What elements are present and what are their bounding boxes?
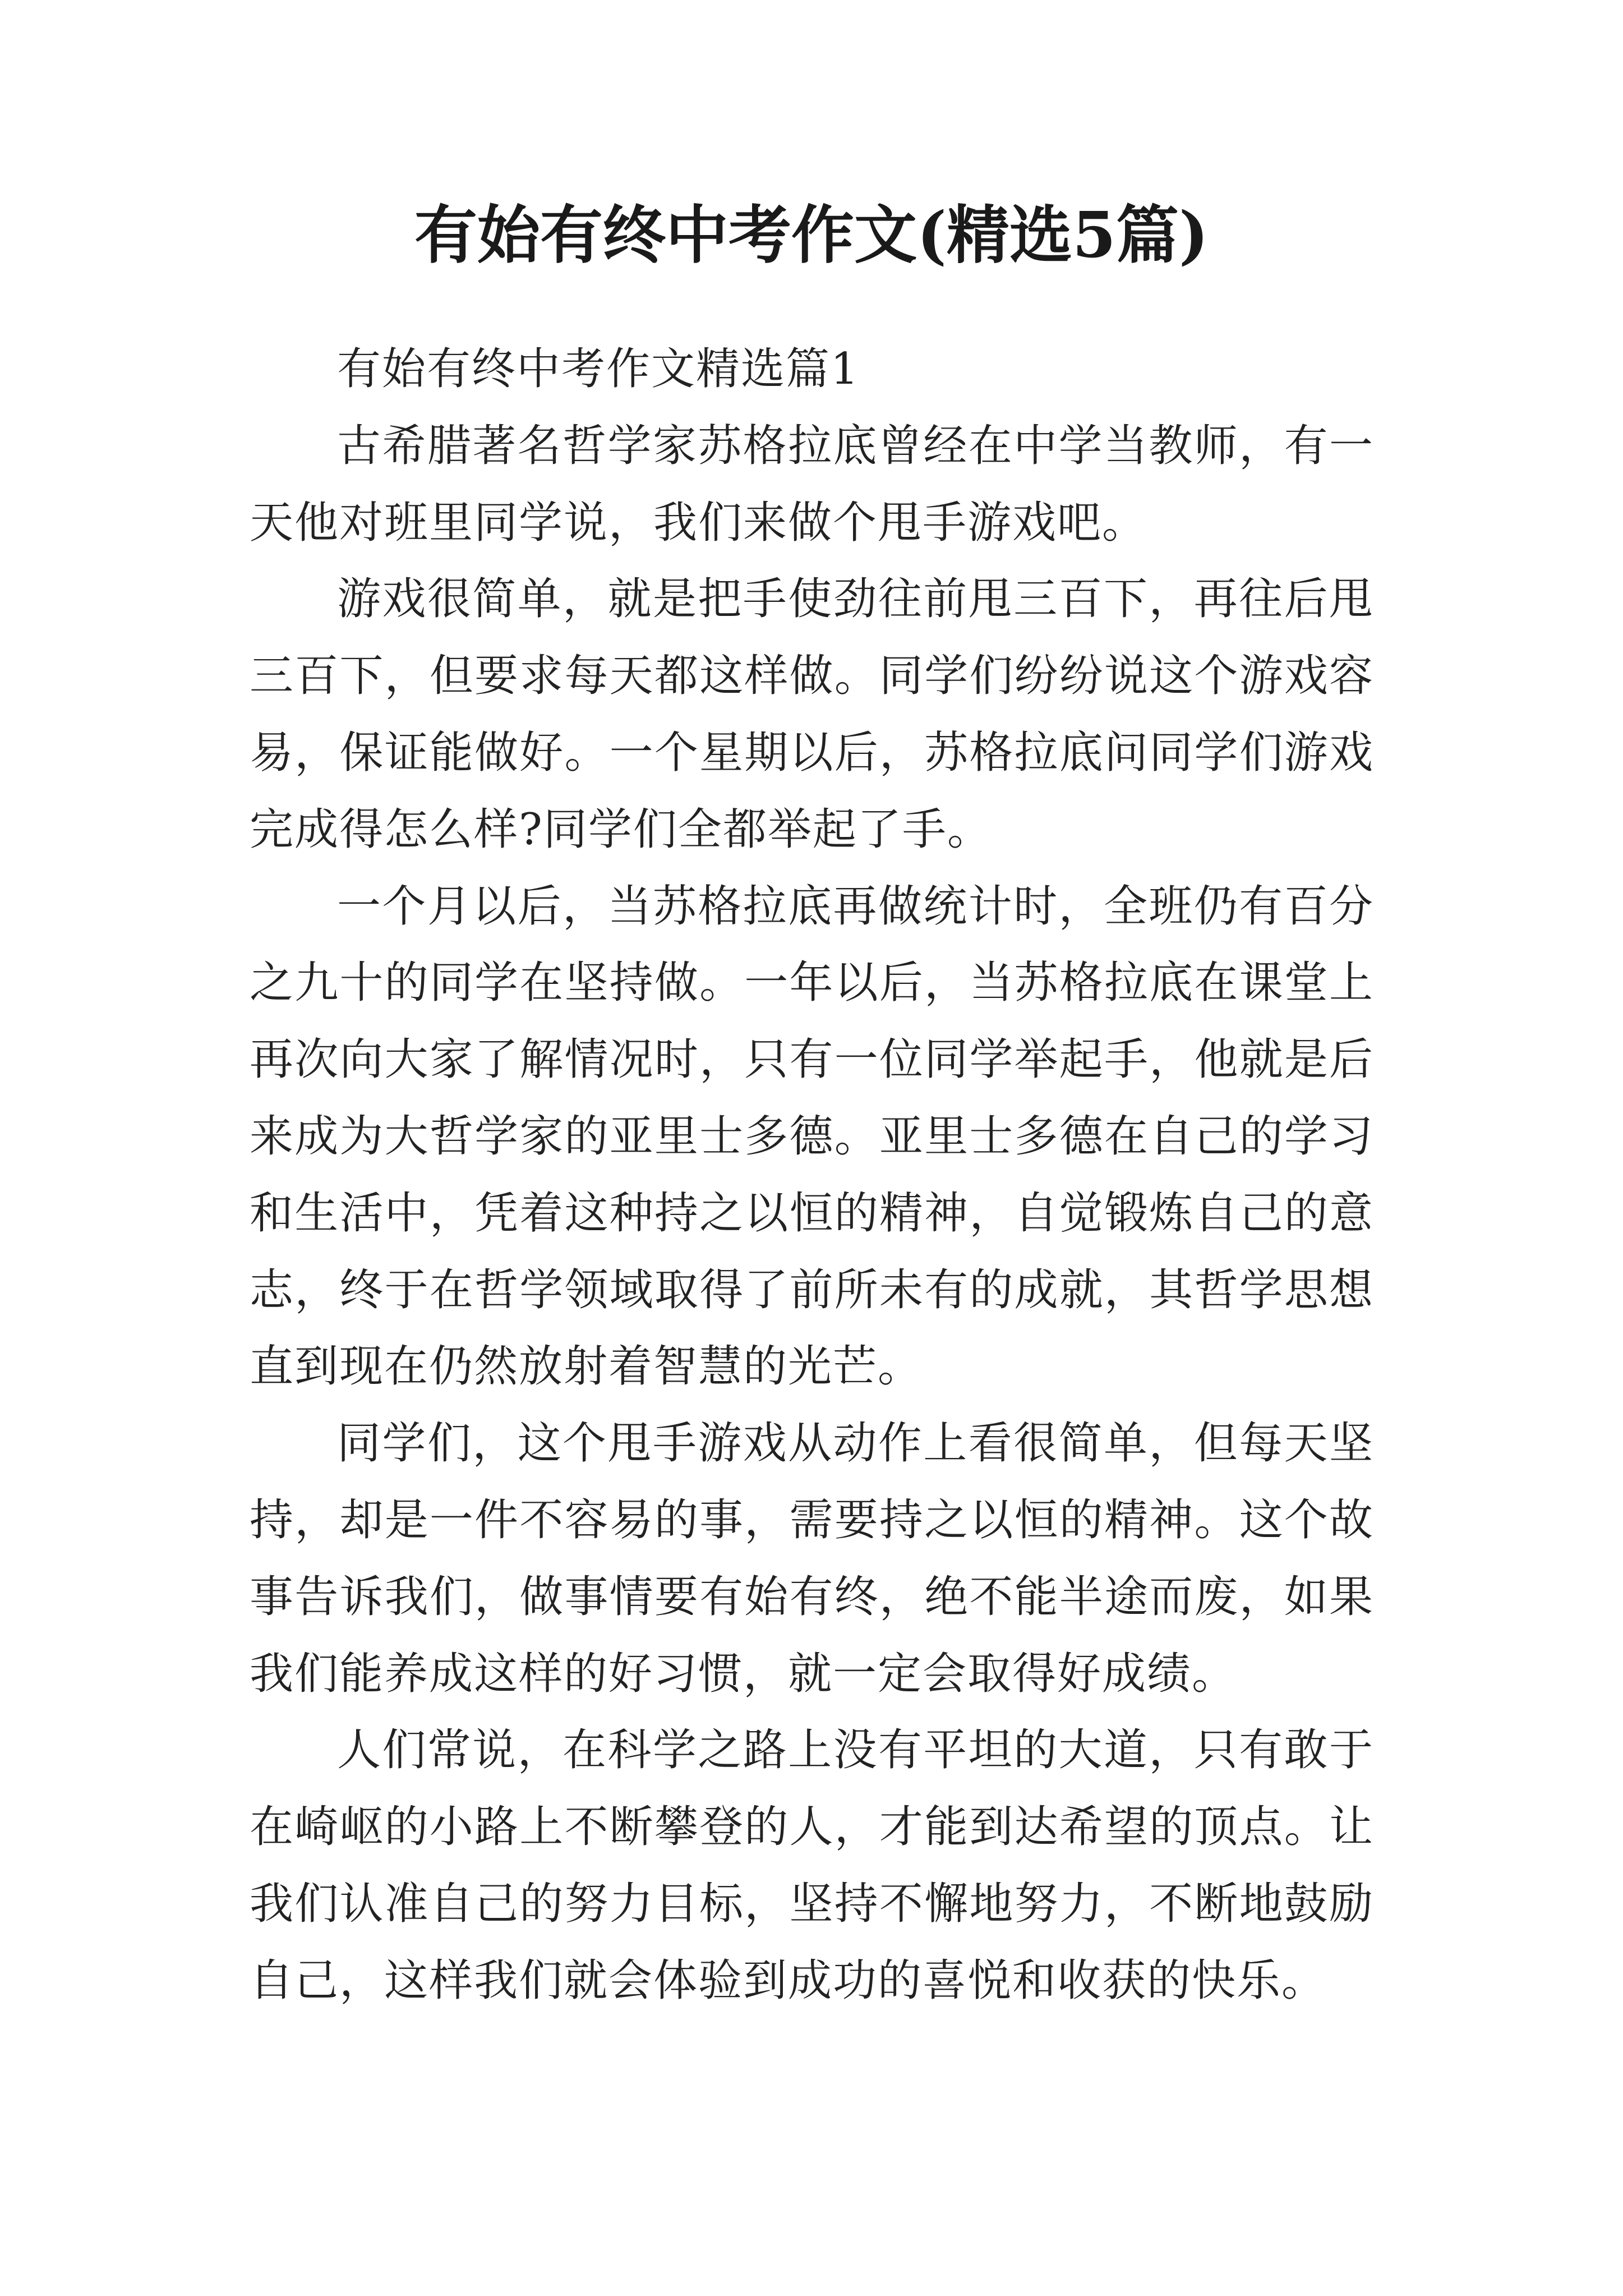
document-title: 有始有终中考作文(精选5篇) [414, 199, 1209, 272]
paragraph: 人们常说，在科学之路上没有平坦的大道，只有敢于在崎岖的小路上不断攀登的人，才能到达希望的顶点。让我们认准自己的努力目标，坚持不懈地努力，不断地鼓励自己，这样我们就会体验到成功的喜悦和收获的快乐。 [250, 1725, 1374, 2006]
paragraph: 一个月以后，当苏格拉底再做统计时，全班仍有百分之九十的同学在坚持做。一年以后，当苏格拉底在课堂上再次向大家了解情况时，只有一位同学举起手，他就是后来成为大哲学家的亚里士多德。亚里士多德在自己的学习和生活中，凭着这种持之以恒的精神，自觉锻炼自己的意志，终于在哲学领域取得了前所未有的成就，其哲学思想直到现在仍然放射着智慧的光芒。 [250, 881, 1374, 1392]
section-heading: 有始有终中考作文精选篇1 [337, 344, 860, 394]
document-body [250, 331, 1374, 2019]
paragraph: 古希腊著名哲学家苏格拉底曾经在中学当教师，有一天他对班里同学说，我们来做个甩手游戏吧。 [250, 420, 1374, 548]
paragraph: 同学们，这个甩手游戏从动作上看很简单，但每天坚持，却是一件不容易的事，需要持之以恒的精神。这个故事告诉我们，做事情要有始有终，绝不能半途而废，如果我们能养成这样的好习惯，就一定会取得好成绩。 [250, 1418, 1374, 1699]
paragraph: 游戏很简单，就是把手使劲往前甩三百下，再往后甩三百下，但要求每天都这样做。同学们纷纷说这个游戏容易，保证能做好。一个星期以后，苏格拉底问同学们游戏完成得怎么样?同学们全都举起了手。 [250, 574, 1374, 855]
